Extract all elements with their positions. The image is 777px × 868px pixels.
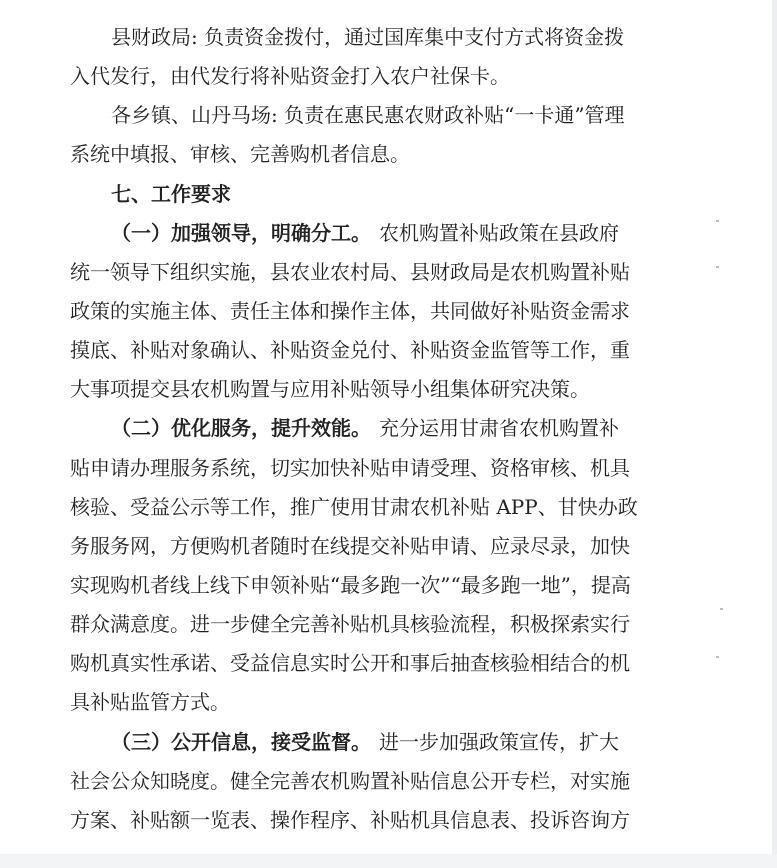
paragraph-line xyxy=(70,605,670,644)
scan-speck xyxy=(716,656,719,658)
text-line: 实现购机者线上线下申领补贴“最多跑一次”“最多跑一地”，提高 xyxy=(70,572,631,597)
scan-speck xyxy=(716,220,719,222)
section-heading xyxy=(70,175,670,214)
section-title: 七、工作要求 xyxy=(111,181,231,206)
text-line: 方案、补贴额一览表、操作程序、补贴机具信息表、投诉咨询方 xyxy=(70,807,630,832)
text-line: 统一领导下组织实施，县农业农村局、县财政局是农机购置补贴 xyxy=(70,259,630,284)
paragraph-line xyxy=(70,801,670,840)
text-line: 系统中填报、审核、完善购机者信息。 xyxy=(70,142,410,167)
text-line: 农机购置补贴政策在县政府 xyxy=(379,220,619,245)
paragraph-line xyxy=(70,723,670,762)
text-line: 摸底、补贴对象确认、补贴资金兑付、补贴资金监管等工作，重 xyxy=(70,338,630,363)
text-line: 大事项提交县农机购置与应用补贴领导小组集体研究决策。 xyxy=(70,377,590,402)
paragraph-line xyxy=(70,644,670,683)
text-line: 购机真实性承诺、受益信息实时公开和事后抽查核验相结合的机 xyxy=(70,651,630,676)
text-line: 县财政局: 负责资金拨付，通过国库集中支付方式将资金拨 xyxy=(111,25,625,49)
text-line: 核验、受益公示等工作，推广使用甘肃农机补贴 APP、甘快办政 xyxy=(70,494,638,519)
text-line: 入代发行，由代发行将补贴资金打入农户社保卡。 xyxy=(70,64,510,89)
scan-speck xyxy=(716,266,719,268)
paragraph-line xyxy=(70,488,670,527)
subheading: （二）优化服务，提升效能。 xyxy=(111,416,371,441)
scan-speck xyxy=(720,608,723,610)
text-line: 社会公众知晓度。健全完善农机购置补贴信息公开专栏，对实施 xyxy=(70,768,630,793)
paragraph-line xyxy=(70,331,670,370)
paragraph-line xyxy=(70,96,670,135)
page-edge xyxy=(772,0,777,854)
paragraph-line xyxy=(70,18,670,57)
paragraph-line xyxy=(70,566,670,605)
paragraph-line xyxy=(70,135,670,174)
text-line: 进一步加强政策宣传，扩大 xyxy=(379,729,619,754)
paragraph-line xyxy=(70,214,670,253)
paragraph-line xyxy=(70,292,670,331)
text-line: 政策的实施主体、责任主体和操作主体，共同做好补贴资金需求 xyxy=(70,298,630,323)
paragraph-line xyxy=(70,527,670,566)
text-line: 各乡镇、山丹马场: 负责在惠民惠农财政补贴“一卡通”管理 xyxy=(111,103,625,128)
subheading: （三）公开信息，接受监督。 xyxy=(111,729,371,754)
paragraph-line xyxy=(70,683,670,722)
subheading: （一）加强领导，明确分工。 xyxy=(111,220,371,245)
text-line: 具补贴监管方式。 xyxy=(70,690,230,715)
paragraph-line xyxy=(70,370,670,409)
paragraph-line xyxy=(70,762,670,801)
paragraph-line xyxy=(70,57,670,96)
text-line: 贴申请办理服务系统，切实加快补贴申请受理、资格审核、机具 xyxy=(70,455,630,480)
text-line: 务服务网，方便购机者随时在线提交补贴申请、应录尽录，加快 xyxy=(70,533,630,558)
text-line: 充分运用甘肃省农机购置补 xyxy=(379,416,619,441)
paragraph-line xyxy=(70,253,670,292)
text-line: 群众满意度。进一步健全完善补贴机具核验流程，积极探索实行 xyxy=(70,612,630,637)
document-body xyxy=(70,18,670,840)
paragraph-line xyxy=(70,449,670,488)
paragraph-line xyxy=(70,409,670,448)
